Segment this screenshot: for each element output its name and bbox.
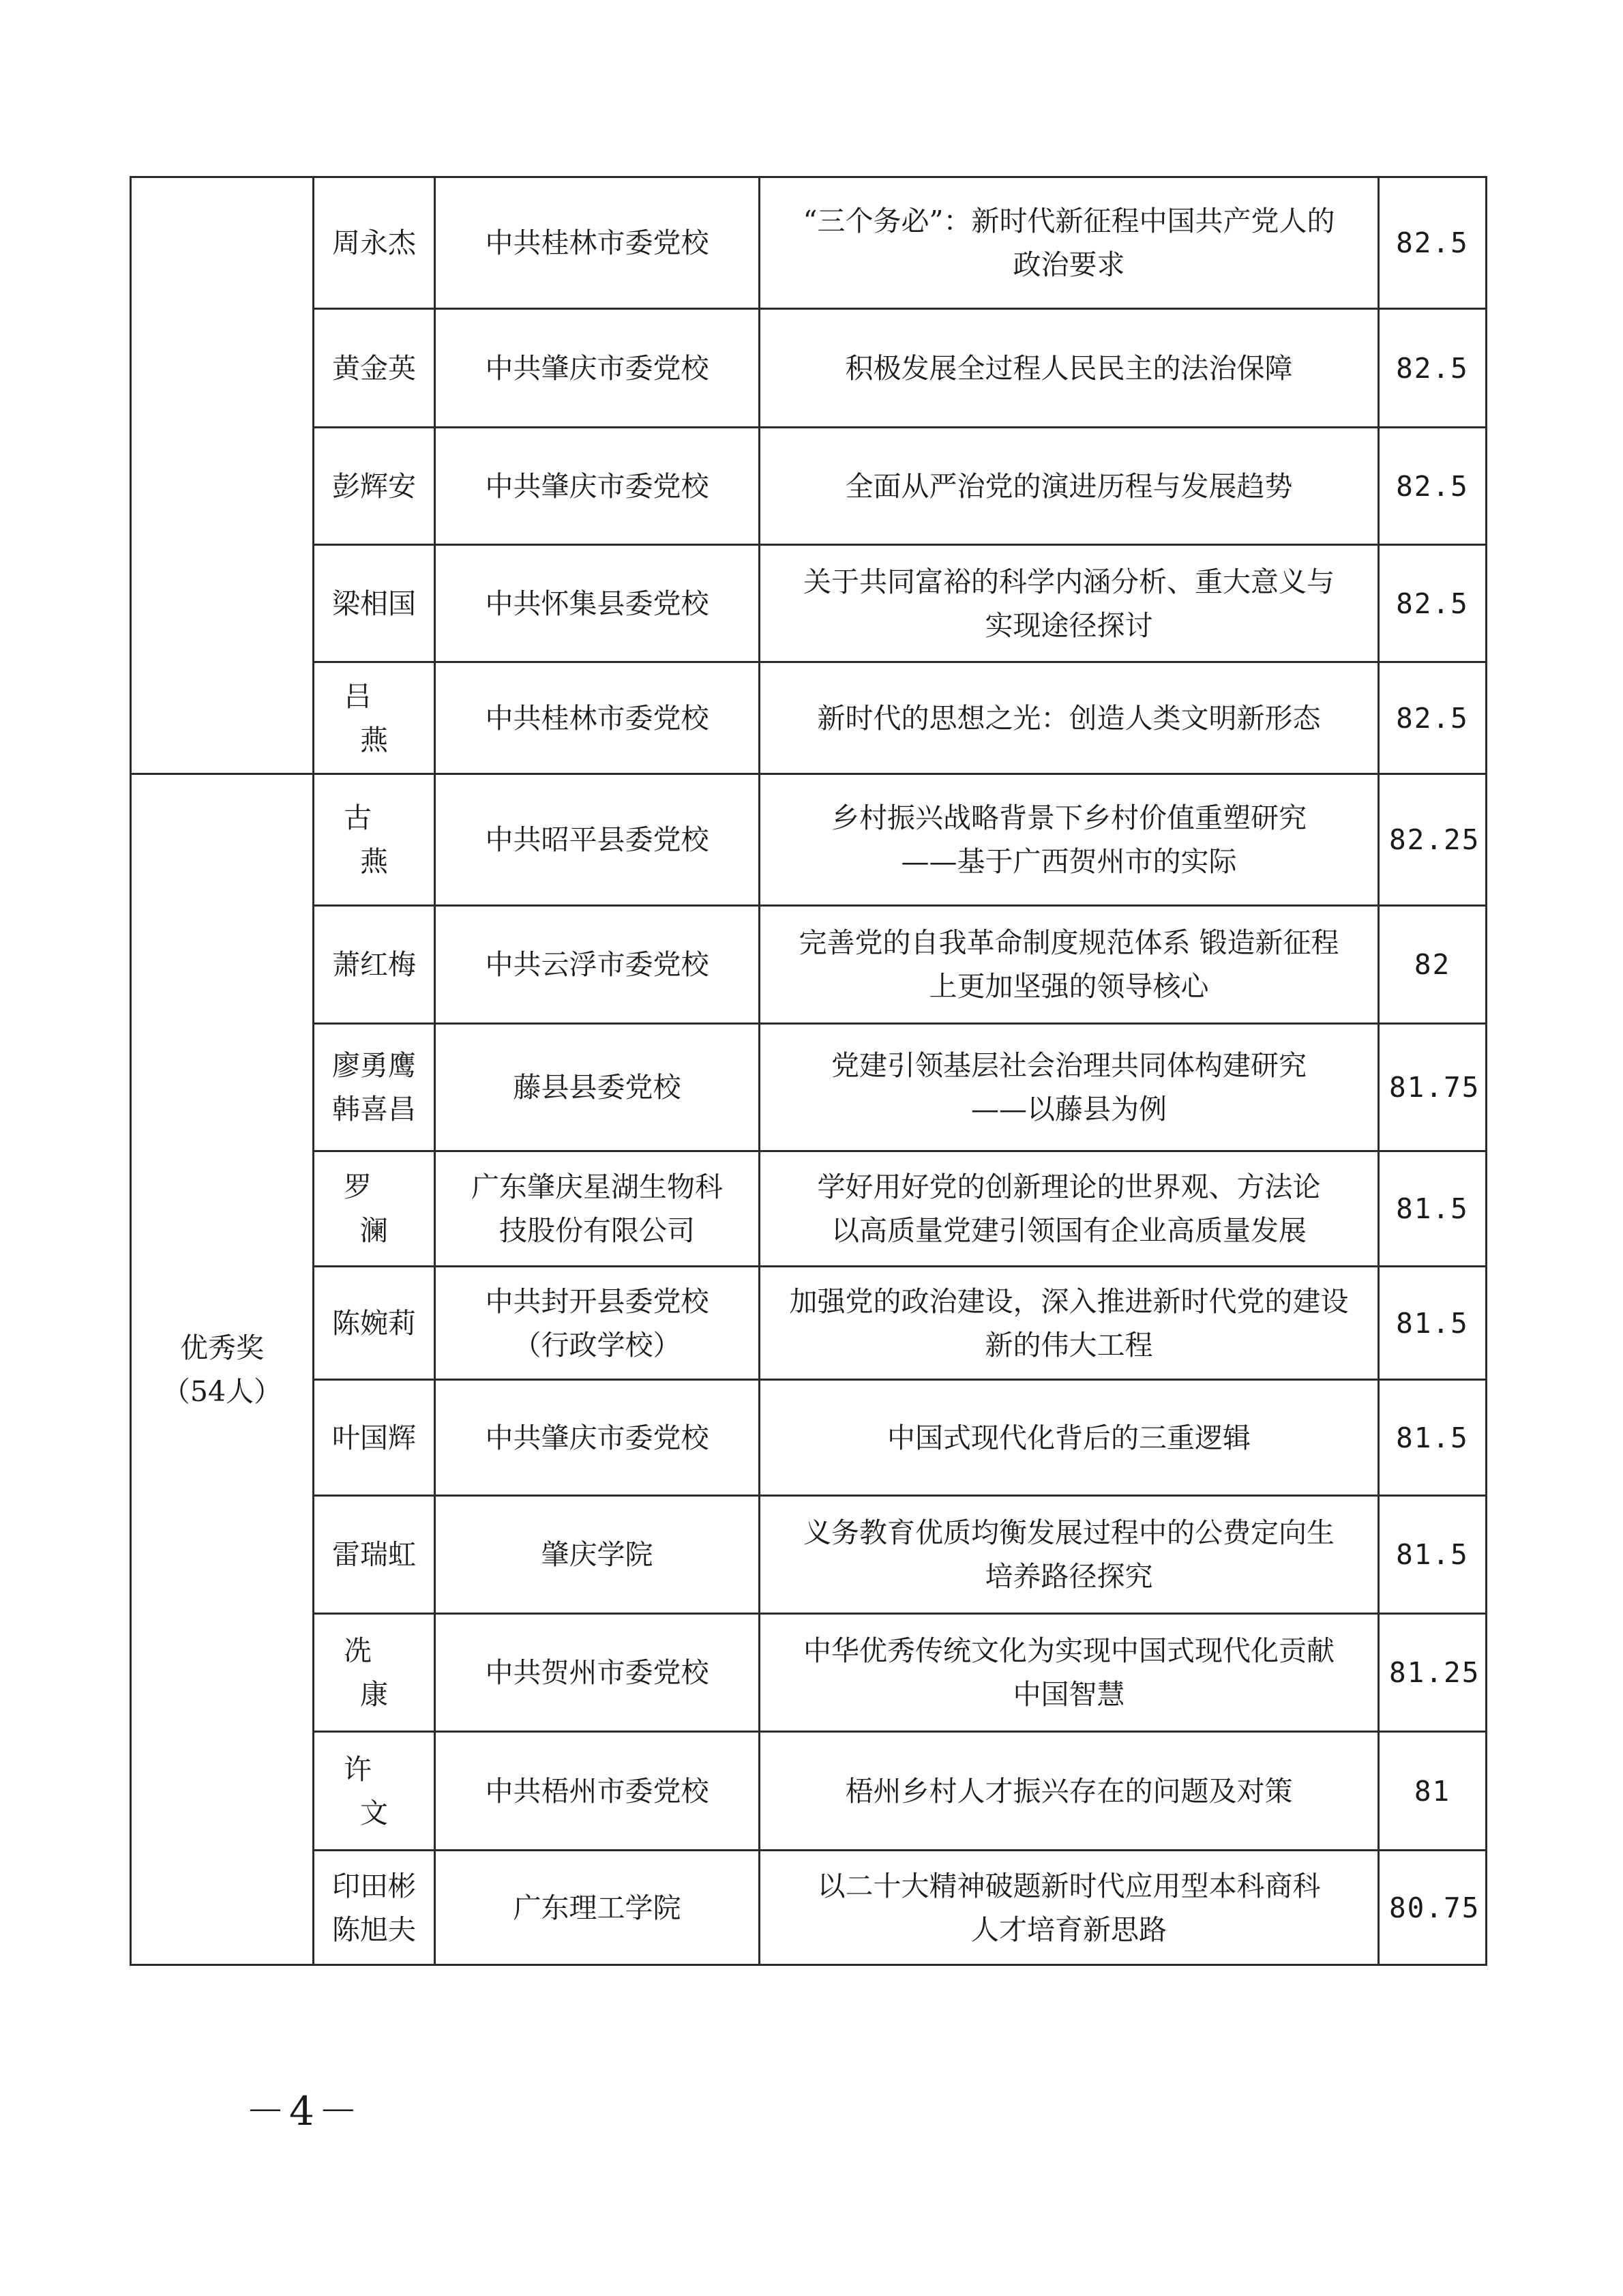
title-cell: 新时代的思想之光：创造人类文明新形态 (760, 662, 1379, 774)
title-cell: 积极发展全过程人民民主的法治保障 (760, 309, 1379, 428)
table-row (131, 1732, 1487, 1851)
author-cell: 叶国辉 (314, 1380, 435, 1496)
score-cell: 82.5 (1379, 662, 1487, 774)
title-cell: 梧州乡村人才振兴存在的问题及对策 (760, 1732, 1379, 1851)
category-cell (131, 774, 314, 1965)
category-label: 优秀奖 (180, 1331, 264, 1364)
page-number: －4－ (245, 2088, 362, 2134)
unit-cell: 中共肇庆市委党校 (435, 309, 760, 428)
title-cell: 中国式现代化背后的三重逻辑 (760, 1380, 1379, 1496)
title-cell: 全面从严治党的演进历程与发展趋势 (760, 428, 1379, 545)
table-row (131, 1151, 1487, 1267)
table-row (131, 774, 1487, 906)
score-cell: 81.75 (1379, 1024, 1487, 1151)
table-row (131, 428, 1487, 545)
unit-cell: 藤县县委党校 (435, 1024, 760, 1151)
title-cell: 义务教育优质均衡发展过程中的公费定向生 培养路径探究 (760, 1496, 1379, 1614)
table-row (131, 177, 1487, 309)
author-cell: 古燕 (314, 774, 435, 906)
score-cell: 82.5 (1379, 428, 1487, 545)
table-row (131, 906, 1487, 1024)
unit-cell: 广东肇庆星湖生物科 技股份有限公司 (435, 1151, 760, 1267)
unit-cell: 中共梧州市委党校 (435, 1732, 760, 1851)
score-cell: 82.5 (1379, 545, 1487, 662)
category-count: （54人） (162, 1374, 282, 1408)
table-row (131, 309, 1487, 428)
awards-table-body (131, 177, 1487, 1965)
author-cell: 廖勇鹰 韩喜昌 (314, 1024, 435, 1151)
unit-cell: 中共云浮市委党校 (435, 906, 760, 1024)
unit-cell: 中共封开县委党校 （行政学校） (435, 1267, 760, 1380)
score-cell: 81.5 (1379, 1151, 1487, 1267)
table-row (131, 1380, 1487, 1496)
table-row (131, 545, 1487, 662)
author-cell: 黄金英 (314, 309, 435, 428)
title-cell: 学好用好党的创新理论的世界观、方法论 以高质量党建引领国有企业高质量发展 (760, 1151, 1379, 1267)
author-cell: 罗澜 (314, 1151, 435, 1267)
author-cell: 彭辉安 (314, 428, 435, 545)
title-cell: 中华优秀传统文化为实现中国式现代化贡献 中国智慧 (760, 1614, 1379, 1732)
awards-table (130, 176, 1487, 1966)
unit-cell: 中共贺州市委党校 (435, 1614, 760, 1732)
author-cell: 吕燕 (314, 662, 435, 774)
author-cell: 许文 (314, 1732, 435, 1851)
title-cell: “三个务必”：新时代新征程中国共产党人的 政治要求 (760, 177, 1379, 309)
unit-cell: 中共肇庆市委党校 (435, 1380, 760, 1496)
score-cell: 82 (1379, 906, 1487, 1024)
category-cell-previous (131, 177, 314, 774)
author-cell: 雷瑞虹 (314, 1496, 435, 1614)
title-cell: 党建引领基层社会治理共同体构建研究 ——以藤县为例 (760, 1024, 1379, 1151)
table-row (131, 662, 1487, 774)
author-cell: 冼康 (314, 1614, 435, 1732)
title-cell: 完善党的自我革命制度规范体系 锻造新征程 上更加坚强的领导核心 (760, 906, 1379, 1024)
author-cell: 周永杰 (314, 177, 435, 309)
author-cell: 萧红梅 (314, 906, 435, 1024)
unit-cell: 中共肇庆市委党校 (435, 428, 760, 545)
unit-cell: 广东理工学院 (435, 1851, 760, 1965)
unit-cell: 肇庆学院 (435, 1496, 760, 1614)
score-cell: 81.5 (1379, 1380, 1487, 1496)
title-cell: 乡村振兴战略背景下乡村价值重塑研究 ——基于广西贺州市的实际 (760, 774, 1379, 906)
table-row (131, 1024, 1487, 1151)
score-cell: 82.25 (1379, 774, 1487, 906)
score-cell: 80.75 (1379, 1851, 1487, 1965)
unit-cell: 中共桂林市委党校 (435, 177, 760, 309)
author-cell: 梁相国 (314, 545, 435, 662)
score-cell: 81.25 (1379, 1614, 1487, 1732)
unit-cell: 中共昭平县委党校 (435, 774, 760, 906)
table-row (131, 1496, 1487, 1614)
table-row (131, 1614, 1487, 1732)
title-cell: 以二十大精神破题新时代应用型本科商科 人才培育新思路 (760, 1851, 1379, 1965)
score-cell: 81.5 (1379, 1496, 1487, 1614)
table-row (131, 1267, 1487, 1380)
score-cell: 81.5 (1379, 1267, 1487, 1380)
score-cell: 81 (1379, 1732, 1487, 1851)
score-cell: 82.5 (1379, 177, 1487, 309)
author-cell: 印田彬 陈旭夫 (314, 1851, 435, 1965)
unit-cell: 中共怀集县委党校 (435, 545, 760, 662)
unit-cell: 中共桂林市委党校 (435, 662, 760, 774)
score-cell: 82.5 (1379, 309, 1487, 428)
author-cell: 陈婉莉 (314, 1267, 435, 1380)
title-cell: 关于共同富裕的科学内涵分析、重大意义与 实现途径探讨 (760, 545, 1379, 662)
table-row (131, 1851, 1487, 1965)
title-cell: 加强党的政治建设，深入推进新时代党的建设 新的伟大工程 (760, 1267, 1379, 1380)
